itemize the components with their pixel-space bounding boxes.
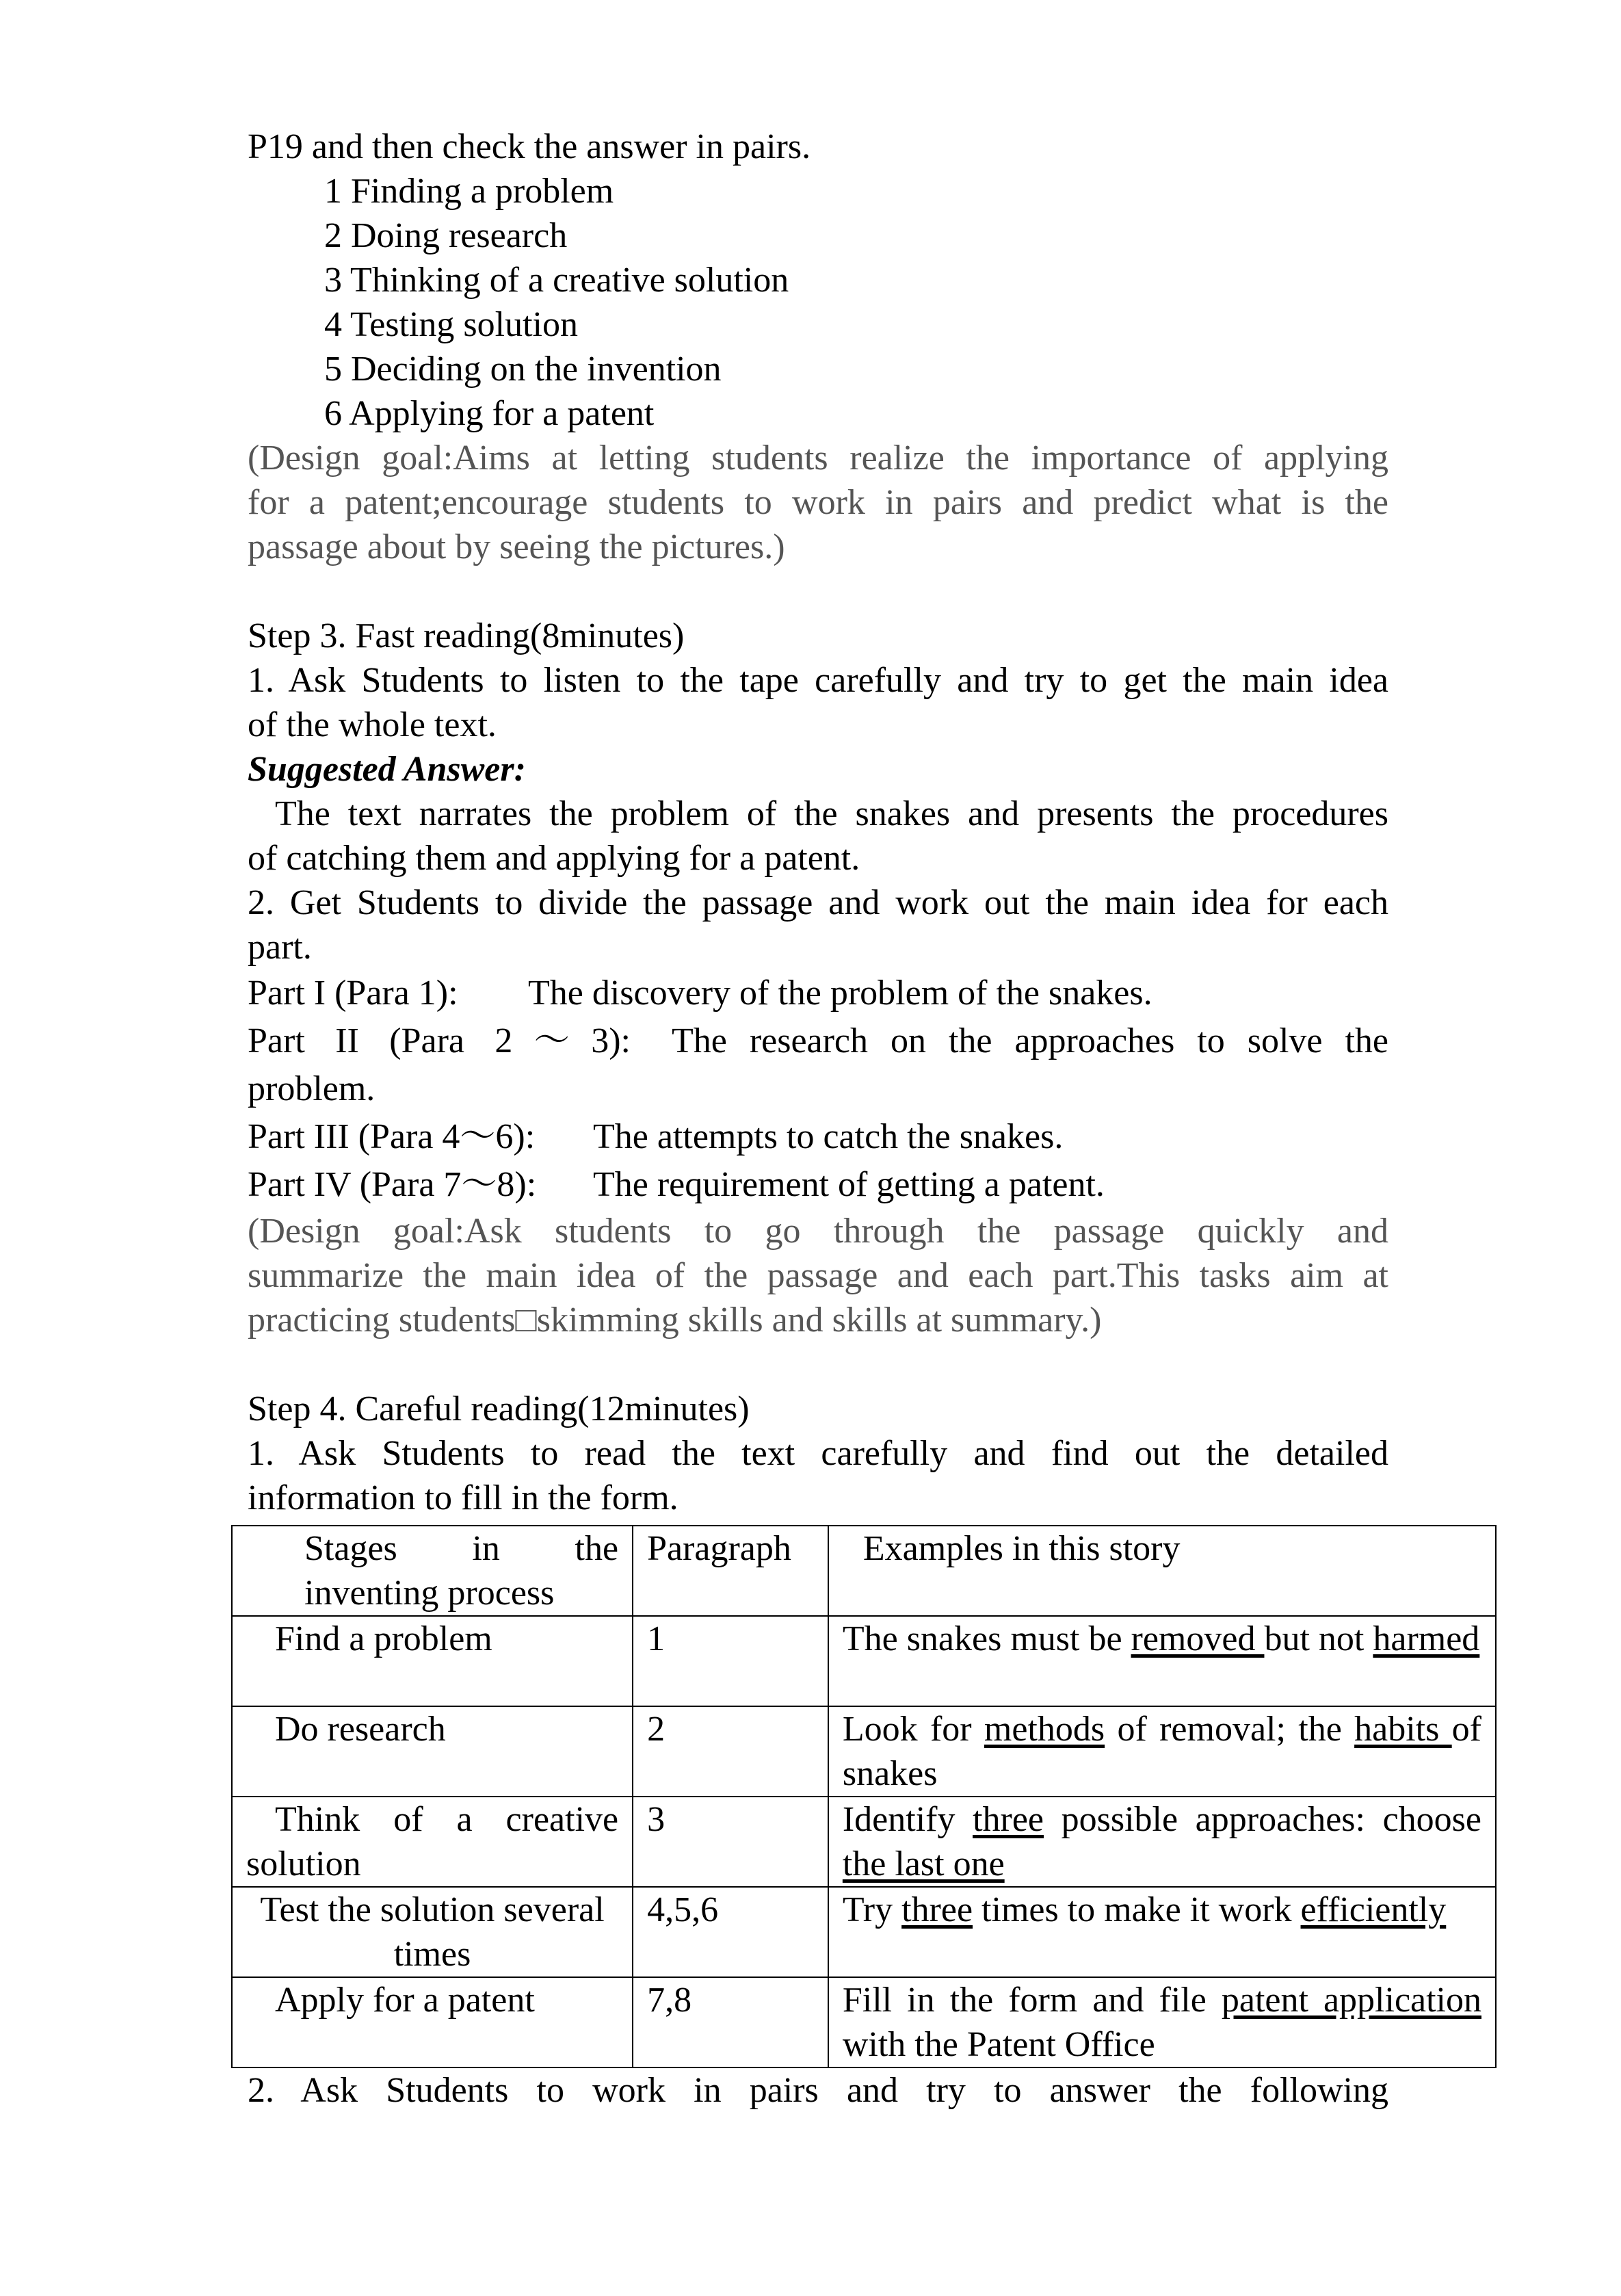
header-cell: Stages in the inventing process <box>232 1526 633 1616</box>
example-cell: Fill in the form and file patent application with the Patent Office <box>828 1977 1496 2067</box>
part-line: Part III (Para 4～6): The attempts to catch the snakes. <box>248 1117 1064 1156</box>
paragraph-cell: 7,8 <box>633 1977 828 2067</box>
step4-question-line: 2. Ask Students to work in pairs and try to answer the following <box>248 2071 1388 2110</box>
step4-followup <box>248 2068 1388 2113</box>
paragraph-cell: 1 <box>633 1616 828 1706</box>
design-goal-line: for a patent;encourage students to work in pairs and predict what is the <box>248 483 1388 522</box>
step3-title: Step 3. Fast reading(8minutes) <box>248 616 685 655</box>
list-item: 2 Doing research <box>324 216 568 255</box>
inventing-process-table <box>231 1525 1497 2068</box>
design-goal-line: (Design goal:Ask students to go through the passage quickly and <box>248 1212 1388 1251</box>
part-line: Part I (Para 1): The discovery of the problem of the snakes. <box>248 974 1152 1013</box>
table-row <box>232 1706 1496 1797</box>
list-item: 6 Applying for a patent <box>324 394 655 433</box>
paragraph-cell: 4,5,6 <box>633 1887 828 1977</box>
paragraph-cell: 2 <box>633 1706 828 1797</box>
example-cell: Try three times to make it work efficiently <box>828 1887 1496 1977</box>
step4-question-line: 1. Ask Students to read the text carefully and find out the detailed <box>248 1434 1388 1473</box>
stage-cell: Test the solution several times <box>232 1887 633 1977</box>
list-item: 5 Deciding on the invention <box>324 350 722 389</box>
design-goal-line: (Design goal:Aims at letting students realize the importance of applying <box>248 439 1388 478</box>
list-item: 3 Thinking of a creative solution <box>324 261 789 300</box>
intro-line: P19 and then check the answer in pairs. <box>248 127 811 166</box>
stage-cell: Apply for a patent <box>232 1977 633 2067</box>
design-goal-line: practicing students□skimming skills and skills at summary.) <box>248 1301 1102 1340</box>
table-row <box>232 1616 1496 1706</box>
stage-cell: Do research <box>232 1706 633 1797</box>
stage-cell: Think of a creative solution <box>232 1797 633 1887</box>
stage-cell: Find a problem <box>232 1616 633 1706</box>
step4-title: Step 4. Careful reading(12minutes) <box>248 1390 750 1429</box>
document-body <box>248 125 1388 1520</box>
part-line: problem. <box>248 1069 375 1108</box>
step3-question-line: part. <box>248 928 312 967</box>
table-row <box>232 1887 1496 1977</box>
list-item: 1 Finding a problem <box>324 172 614 211</box>
header-cell: Examples in this story <box>828 1526 1496 1616</box>
example-cell: Look for methods of removal; the habits of snakes <box>828 1706 1496 1797</box>
part-line: Part IV (Para 7～8): The requirement of getting a patent. <box>248 1165 1105 1204</box>
list-item: 4 Testing solution <box>324 305 578 344</box>
header-cell: Paragraph <box>633 1526 828 1616</box>
step3-question-line: 2. Get Students to divide the passage and work out the main idea for each <box>248 883 1388 922</box>
suggested-answer-label: Suggested Answer: <box>248 750 526 789</box>
answer-line: of catching them and applying for a patent. <box>248 839 860 878</box>
design-goal-line: summarize the main idea of the passage and each part.This tasks aim at <box>248 1256 1388 1295</box>
table-row <box>232 1797 1496 1887</box>
example-cell: The snakes must be removed but not harmed <box>828 1616 1496 1706</box>
table-header-row <box>232 1526 1496 1616</box>
table-row <box>232 1977 1496 2067</box>
answer-line: The text narrates the problem of the snakes and presents the procedures <box>275 794 1388 833</box>
example-cell: Identify three possible approaches: choose the last one <box>828 1797 1496 1887</box>
paragraph-cell: 3 <box>633 1797 828 1887</box>
step3-question-line: 1. Ask Students to listen to the tape carefully and try to get the main idea <box>248 661 1388 700</box>
design-goal-line: passage about by seeing the pictures.) <box>248 527 785 566</box>
step3-question-line: of the whole text. <box>248 705 497 744</box>
part-line: Part II (Para 2～3): The research on the approaches to solve the <box>248 1021 1388 1060</box>
step4-question-line: information to fill in the form. <box>248 1478 678 1517</box>
